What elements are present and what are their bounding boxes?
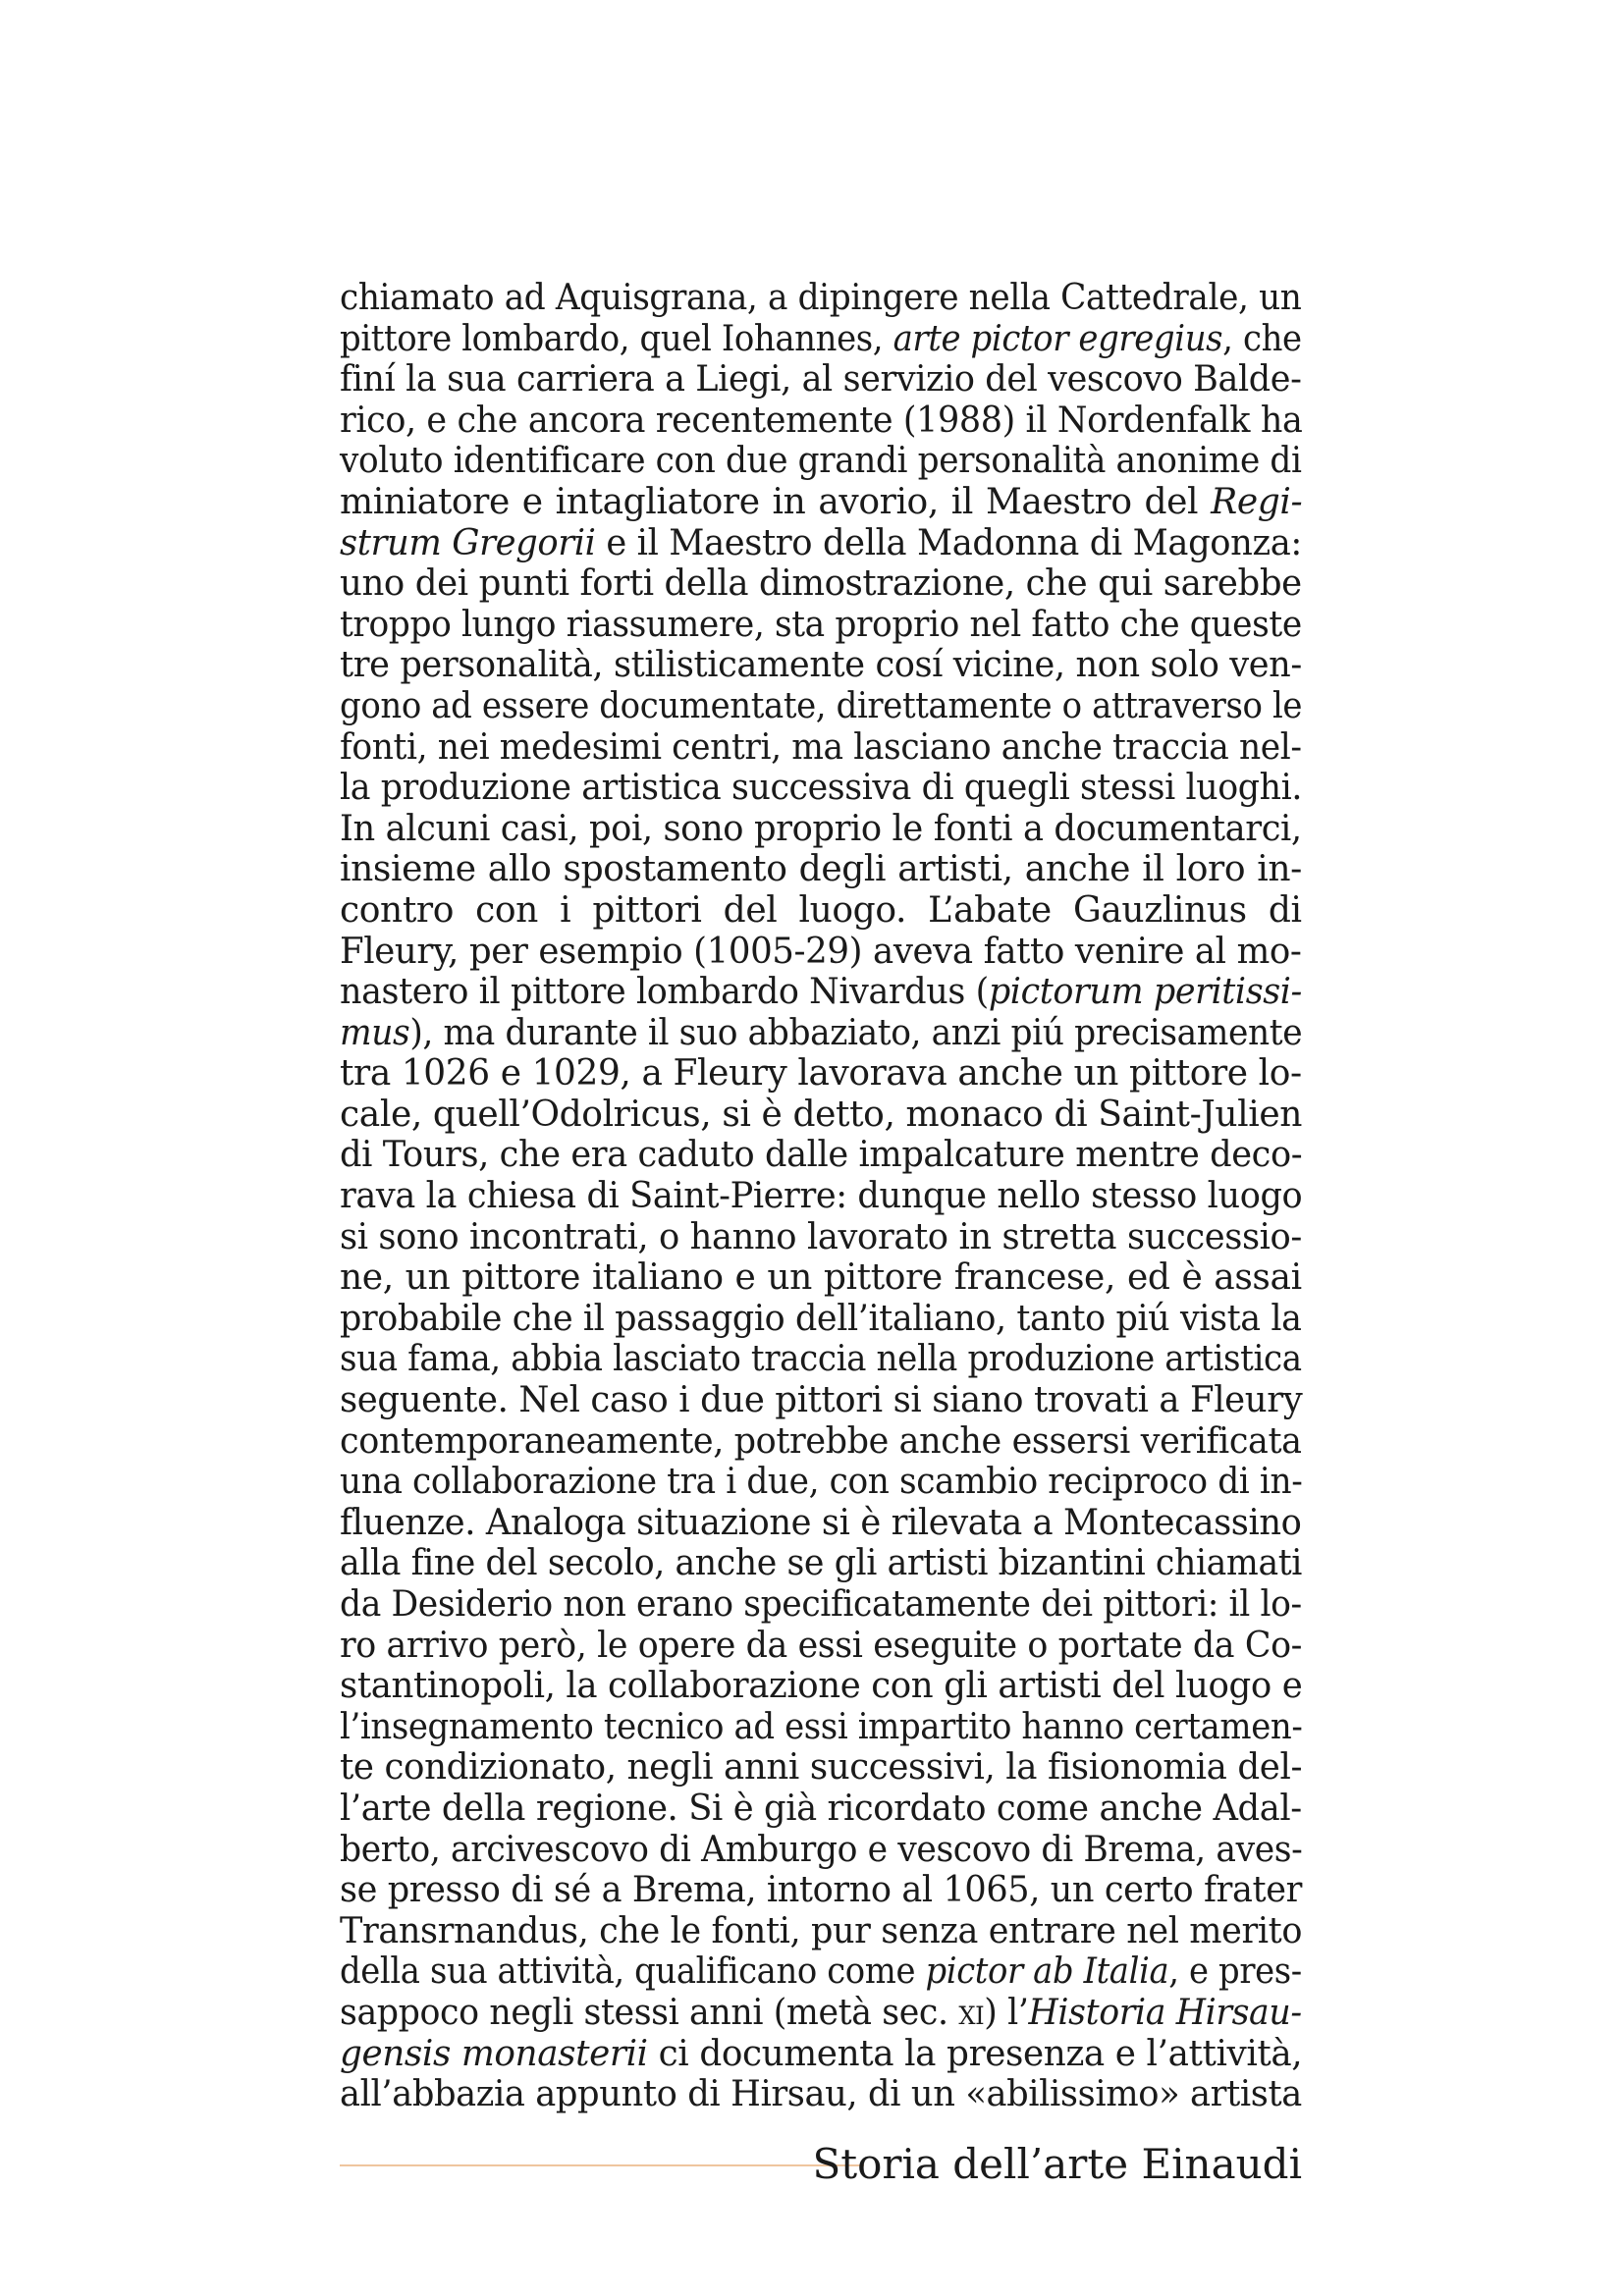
text-line [340,359,1302,400]
text-segment: da Desiderio non erano specificatamente dei pittori: il lo- [340,1584,1302,1625]
text-line [340,441,1302,482]
text-line [340,1543,1302,1584]
text-segment: ro arrivo però, le opere da essi eseguite o portate da Co- [340,1625,1303,1666]
text-segment: insieme allo spostamento degli artisti, anche il loro in- [340,849,1302,890]
text-segment: della sua attività, qualificano come [340,1951,926,1993]
text-line [340,727,1302,769]
text-line [340,932,1302,973]
italic-text: Regi- [1211,481,1303,522]
body-text [340,278,1302,2115]
text-segment: ne, un pittore italiano e un pittore francese, ed è assai [340,1257,1302,1299]
text-segment: gono ad essere documentate, direttamente o attraverso le [340,685,1303,726]
italic-text: mus [340,1012,410,1053]
text-segment: cale, quell’Odolricus, si è detto, monaco di Saint-Julien [340,1094,1303,1135]
text-segment: tra 1026 e 1029, a Fleury lavorava anche un pittore lo- [340,1053,1302,1095]
text-line [340,1339,1302,1380]
text-segment: , che [1222,318,1302,359]
text-line [340,1462,1302,1503]
text-line [340,1993,1302,2034]
text-segment: Fleury, per esempio (1005-29) aveva fatto venire al mo- [340,931,1302,972]
text-line [340,890,1302,932]
text-segment: rico, e che ancora recentemente (1988) il Nordenfalk ha [340,400,1303,441]
text-segment: te condizionato, negli anni successivi, la fisionomia del- [340,1747,1303,1789]
text-segment: di Tours, che era caduto dalle impalcature mentre deco- [340,1135,1303,1176]
text-line [340,1013,1302,1054]
text-line [340,1830,1302,1871]
italic-text: pictor ab Italia [925,1951,1169,1993]
text-segment: uno dei punti forti della dimostrazione, che qui sarebbe [340,563,1302,605]
text-segment: stantinopoli, la collaborazione con gli artisti del luogo e [340,1666,1303,1707]
text-segment: l’insegnamento tecnico ad essi impartito hanno certamen- [340,1706,1303,1747]
text-line [340,1257,1302,1299]
text-line [340,1503,1302,1544]
text-segment: Transrnandus, che le fonti, pur senza entrare nel merito [340,1910,1303,1951]
text-segment: ci documenta la presenza e l’attività, [647,2033,1303,2074]
text-line [340,972,1302,1013]
text-line [340,1626,1302,1667]
text-line [340,319,1302,360]
text-line [340,1421,1302,1463]
text-segment: una collaborazione tra i due, con scambio reciproco di in- [340,1462,1303,1503]
text-line [340,809,1302,850]
text-line [340,1911,1302,1952]
text-line [340,563,1302,605]
text-segment: e il Maestro della Madonna di Magonza: [595,522,1302,563]
text-segment: seguente. Nel caso i due pittori si siano trovati a Fleury [340,1380,1303,1421]
text-segment: nastero il pittore lombardo Nivardus ( [340,972,989,1013]
text-line [340,1870,1302,1911]
text-segment: l’arte della regione. Si è già ricordato come anche Adal- [340,1788,1302,1829]
italic-text: gensis monasterii [340,2033,648,2074]
text-segment: probabile che il passaggio dell’italiano, tanto piú vista la [340,1298,1302,1339]
text-line [340,2074,1302,2115]
text-line [340,1217,1302,1258]
text-line [340,1666,1302,1707]
italic-text: arte pictor egregius [893,318,1223,359]
footer-title: Storia dell’arte Einaudi [812,2140,1302,2188]
text-segment: berto, arcivescovo di Amburgo e vescovo di Brema, aves- [340,1829,1303,1870]
text-segment: troppo lungo riassumere, sta proprio nel fatto che queste [340,604,1302,645]
italic-text: Historia Hirsau- [1028,1992,1302,2033]
italic-text: pictorum peritissi- [988,972,1302,1013]
text-line [340,1584,1302,1626]
text-segment: fonti, nei medesimi centri, ma lasciano anche traccia nel- [340,726,1302,768]
text-segment: ) l’ [984,1992,1029,2033]
text-segment: sappoco negli stessi anni (metà sec. [340,1992,959,2033]
text-segment: se presso di sé a Brema, intorno al 1065, un certo frater [340,1870,1302,1911]
text-segment: contemporaneamente, potrebbe anche essersi verificata [340,1420,1302,1462]
text-segment: alla fine del secolo, anche se gli artisti bizantini chiamati [340,1543,1302,1584]
text-line [340,1053,1302,1095]
text-line [340,1789,1302,1830]
text-segment: rava la chiesa di Saint-Pierre: dunque nello stesso luogo [340,1176,1303,1217]
text-line [340,1176,1302,1217]
text-line [340,482,1302,523]
text-line [340,278,1302,319]
text-segment: , e pres- [1168,1951,1302,1993]
text-line [340,849,1302,890]
text-line [340,1299,1302,1340]
text-line [340,1380,1302,1421]
text-segment: pittore lombardo, quel Iohannes, [340,318,893,359]
text-line [340,686,1302,727]
text-segment: si sono incontrati, o hanno lavorato in stretta successio- [340,1216,1302,1257]
text-segment: sua fama, abbia lasciato traccia nella produzione artistica [340,1339,1302,1380]
page-footer [340,2135,1302,2194]
text-line [340,1095,1302,1136]
text-segment: In alcuni casi, poi, sono proprio le fonti a documentarci, [340,808,1302,849]
text-segment: fluenze. Analoga situazione si è rilevata a Montecassino [340,1502,1302,1543]
text-line [340,1707,1302,1748]
text-segment: chiamato ad Aquisgrana, a dipingere nella Cattedrale, un [340,278,1302,318]
text-segment: voluto identificare con due grandi personalità anonime di [340,441,1302,482]
text-segment: finí la sua carriera a Liegi, al servizio del vescovo Balde- [340,359,1302,400]
footer-rule [340,2164,864,2166]
text-segment: ), ma durante il suo abbaziato, anzi piú precisamente [409,1012,1303,1053]
text-line [340,768,1302,809]
text-segment: all’abbazia appunto di Hirsau, di un «abilissimo» artista [340,2074,1302,2115]
text-segment: miniatore e intagliatore in avorio, il Maestro del [340,481,1212,522]
text-segment: tre personalità, stilisticamente cosí vicine, non solo ven- [340,645,1302,686]
text-line [340,2034,1302,2075]
text-line [340,1135,1302,1176]
text-line [340,605,1302,646]
text-line [340,1951,1302,1993]
text-line [340,645,1302,686]
text-segment: xi [958,1992,985,2033]
text-segment: contro con i pittori del luogo. L’abate Gauzlinus di [340,889,1302,931]
text-line [340,1747,1302,1789]
italic-text: strum Gregorii [340,522,596,563]
text-segment: la produzione artistica successiva di quegli stessi luoghi. [340,768,1303,809]
text-line [340,400,1302,442]
text-line [340,523,1302,564]
